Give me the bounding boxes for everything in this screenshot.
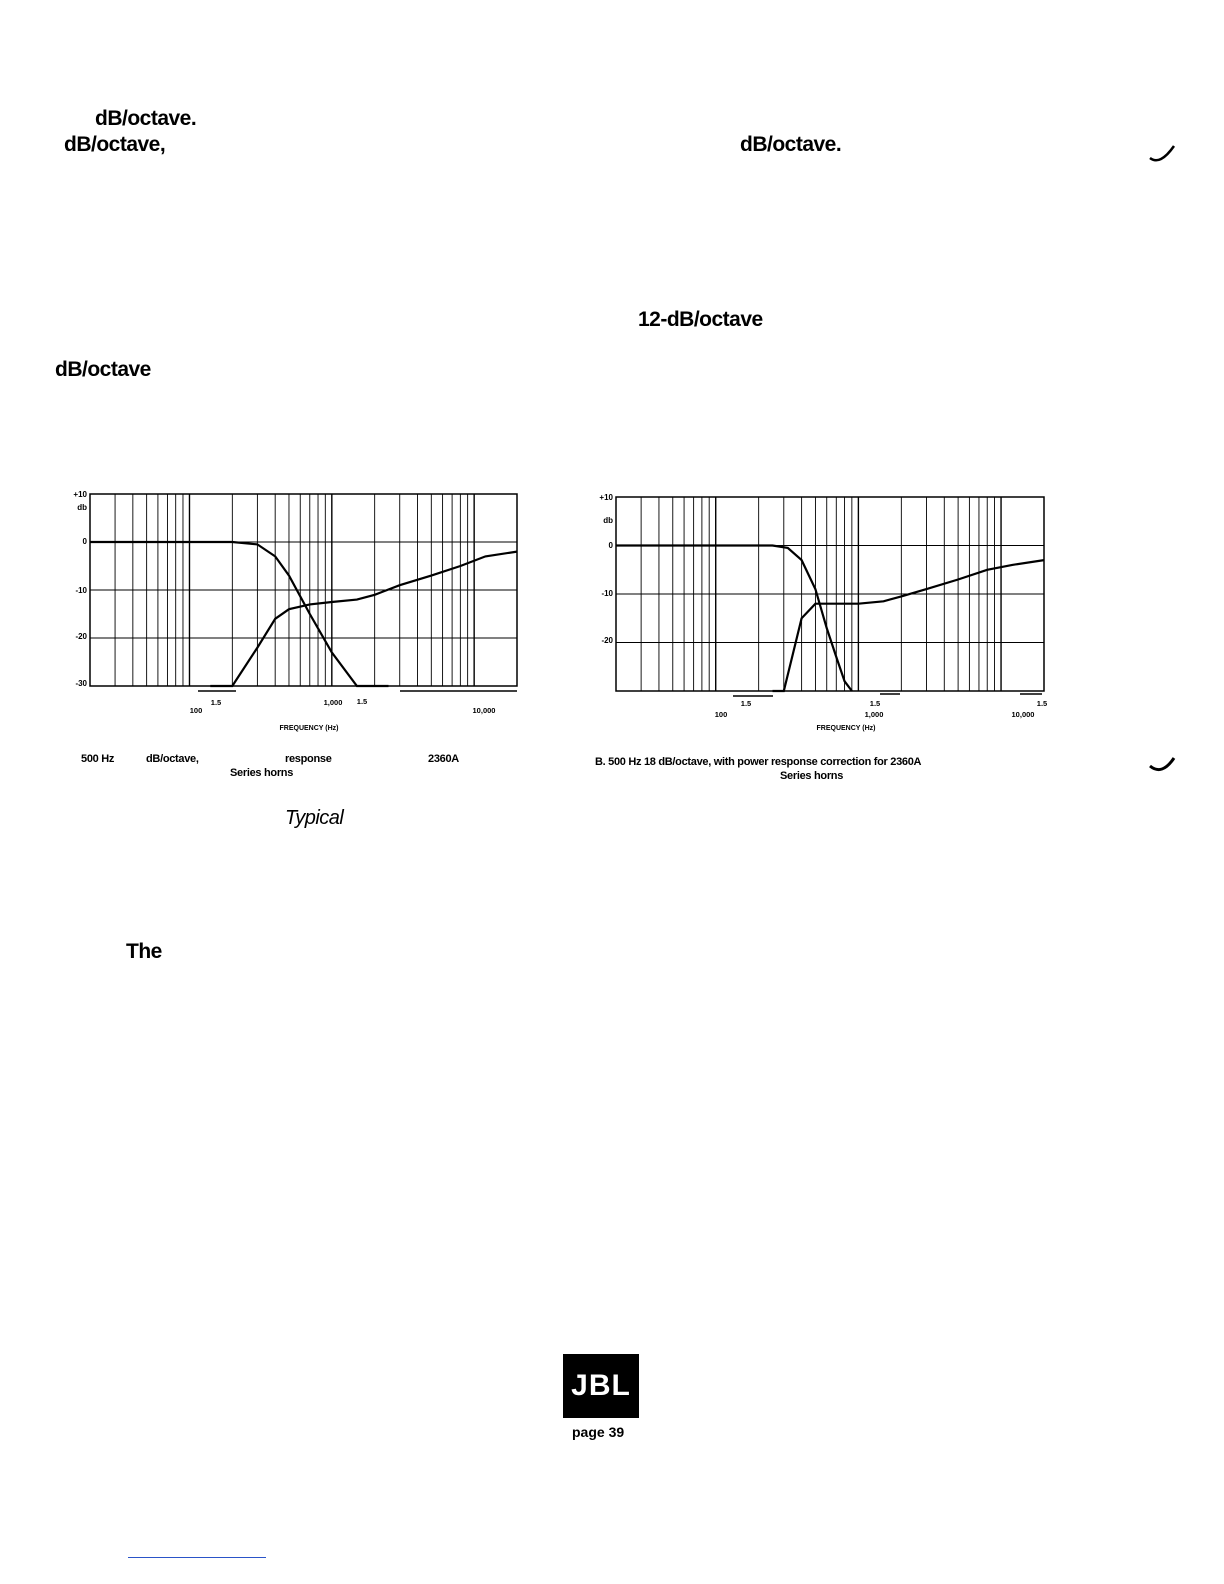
y-tick-label: -10 — [601, 589, 613, 598]
chart-a-caption-part: response — [285, 753, 332, 765]
x-tick-label: 100 — [189, 706, 203, 715]
y-tick-label: db — [77, 503, 87, 512]
chart-a-caption-part: Series horns — [230, 767, 294, 779]
chart-a-caption-part: 500 Hz — [81, 753, 115, 765]
x-tick-label: 100 — [714, 710, 728, 719]
x-axis-label: FREQUENCY (Hz) — [816, 725, 876, 732]
series-line — [616, 546, 852, 692]
y-tick-label: 0 — [608, 541, 613, 550]
text-fragment: dB/octave. — [740, 133, 842, 156]
chart-b-caption-part: Series horns — [780, 770, 844, 782]
text-fragment: dB/octave. — [95, 107, 197, 130]
y-tick-label: -30 — [75, 679, 87, 688]
x-tick-label: 10,000 — [1011, 710, 1035, 719]
chart-a-caption-part: 2360A — [428, 753, 459, 765]
chart-b-caption-part: B. 500 Hz 18 dB/octave, with power response correction for 2360A — [595, 756, 922, 768]
chart-a-caption-part: dB/octave, — [146, 753, 199, 765]
text-fragment-italic: Typical — [285, 807, 344, 829]
series-line — [90, 542, 389, 686]
x-tick-label: 1.5 — [210, 698, 222, 707]
chart-b — [588, 488, 1058, 738]
text-fragment: dB/octave, — [64, 133, 166, 156]
x-tick-label: 1.5 — [1036, 699, 1048, 708]
x-tick-label: 1,000 — [864, 710, 884, 719]
series-line — [210, 552, 517, 686]
y-tick-label: 0 — [82, 537, 87, 546]
y-tick-label: +10 — [73, 490, 87, 499]
x-tick-label: 1.5 — [740, 699, 752, 708]
text-fragment: 12-dB/octave — [638, 308, 763, 331]
text-fragment: dB/octave — [55, 358, 151, 381]
check-mark-icon — [1148, 144, 1178, 166]
y-tick-label: db — [603, 516, 613, 525]
chart-b-plot — [588, 488, 1058, 738]
y-tick-label: -20 — [601, 636, 613, 645]
chart-a — [60, 485, 530, 735]
x-tick-label: 1.5 — [356, 697, 368, 706]
x-tick-label: 10,000 — [472, 706, 496, 715]
page-number: page 39 — [572, 1424, 625, 1440]
y-tick-label: -10 — [75, 586, 87, 595]
y-tick-label: +10 — [599, 493, 613, 502]
check-mark-icon — [1148, 756, 1178, 778]
x-tick-label: 1,000 — [323, 698, 343, 707]
y-tick-label: -20 — [75, 632, 87, 641]
x-axis-label: FREQUENCY (Hz) — [279, 725, 339, 732]
footer-rule — [128, 1557, 266, 1558]
jbl-logo: JBL — [563, 1354, 639, 1418]
series-line — [773, 560, 1045, 691]
chart-a-plot — [60, 485, 530, 735]
text-fragment: The — [126, 940, 162, 963]
x-tick-label: 1.5 — [869, 699, 881, 708]
